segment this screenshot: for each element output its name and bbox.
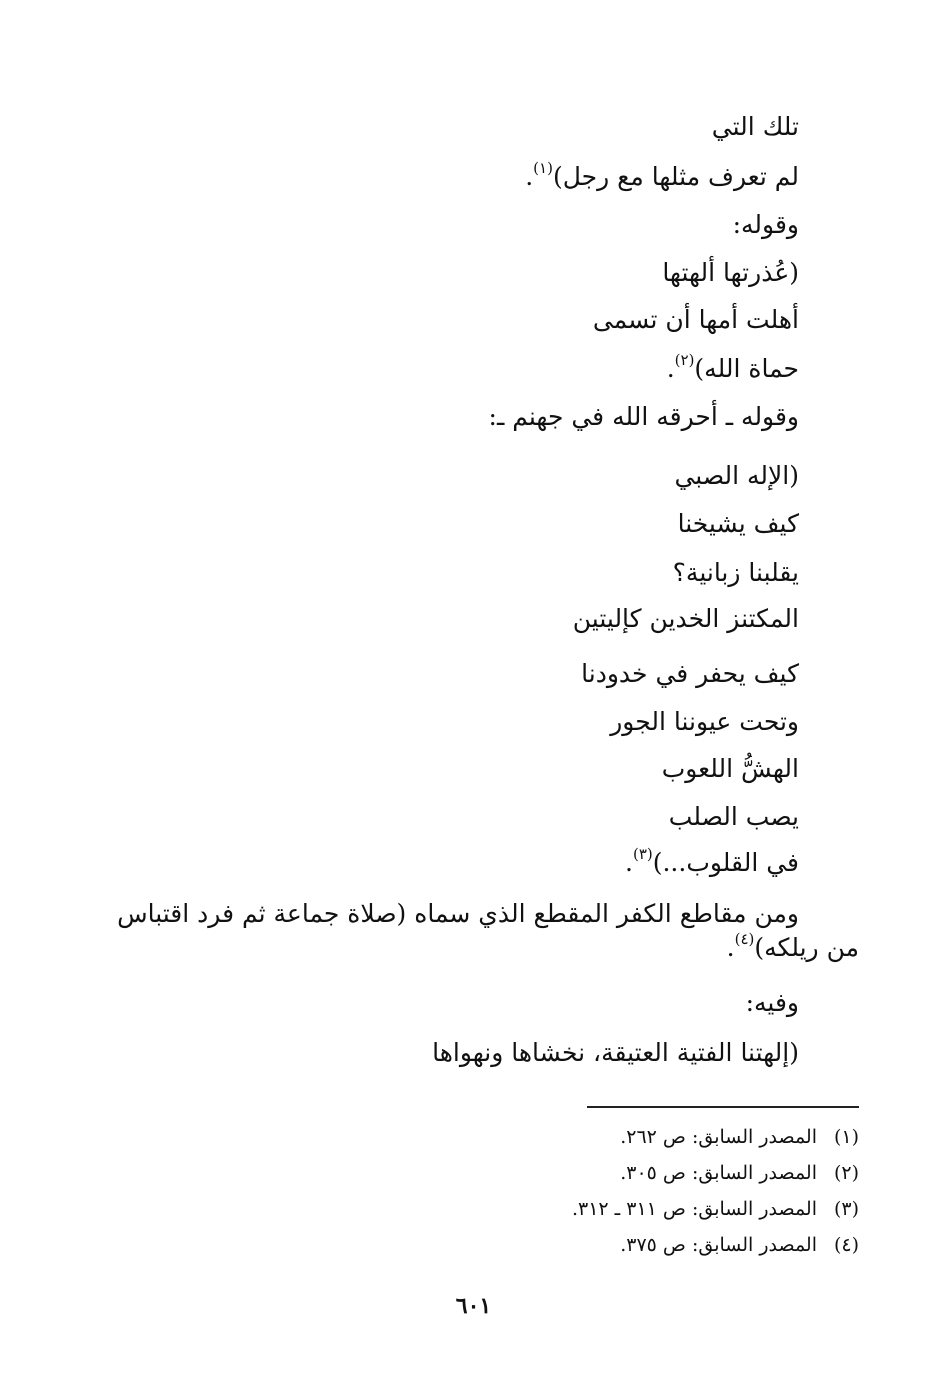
verse-line: يقلبنا زبانية؟ <box>672 558 799 587</box>
footnote-text: المصدر السابق: ص ٣٧٥. <box>620 1234 817 1256</box>
footnote <box>572 1196 859 1222</box>
verse-line: لم تعرف مثلها مع رجل)$^{(١)}$. <box>525 159 799 191</box>
footnote <box>620 1160 859 1186</box>
footnote-ref: (٣) <box>632 845 653 863</box>
page-number: ٦٠١ <box>455 1293 492 1319</box>
text-line: وقوله: <box>732 210 799 239</box>
text-line: وفيه: <box>745 988 799 1017</box>
verse-line: الهشُّ اللعوب <box>661 754 799 783</box>
verse-line: يصب الصلب <box>668 802 799 831</box>
footnote-text: المصدر السابق: ص ٣١١ ـ ٣١٢. <box>571 1198 817 1220</box>
footnote-ref: (٤) <box>734 930 755 948</box>
footnote <box>620 1232 859 1258</box>
footnote-number: (٤) <box>833 1234 859 1256</box>
paragraph-line: ومن مقاطع الكفر المقطع الذي سماه (صلاة جماعة ثم فرد اقتباس <box>117 899 799 928</box>
verse-line: المكتنز الخدين كإليتين <box>572 604 799 633</box>
footnote-number: (٣) <box>833 1198 859 1220</box>
verse-line: أهلت أمها أن تسمى <box>592 305 799 334</box>
footnote-divider <box>587 1106 859 1108</box>
footnote-number: (١) <box>833 1126 859 1148</box>
verse-line: (الإله الصبي <box>674 461 799 490</box>
verse-line: كيف يحفر في خدودنا <box>581 659 799 688</box>
verse-line: كيف يشيخنا <box>677 509 799 538</box>
footnote-text: المصدر السابق: ص ٢٦٢. <box>620 1126 817 1148</box>
footnote <box>620 1124 859 1150</box>
prose-paragraph <box>108 897 859 965</box>
verse-line: تلك التي <box>711 112 799 141</box>
footnote-number: (٢) <box>833 1162 859 1184</box>
paragraph-line: من ريلكه)$^{(٤)}$. <box>726 930 859 962</box>
verse-line: (إلهتنا الفتية العتيقة، نخشاها ونهواها <box>432 1038 799 1067</box>
verse-line: وتحت عيوننا الجور <box>610 707 799 736</box>
verse-line: في القلوب...)$^{(٣)}$. <box>625 845 799 877</box>
footnote-text: المصدر السابق: ص ٣٠٥. <box>620 1162 817 1184</box>
footnote-ref: (١) <box>533 159 553 177</box>
footnote-ref: (٢) <box>674 351 695 369</box>
text-line: وقوله ـ أحرقه الله في جهنم ـ: <box>488 402 799 431</box>
verse-line: حماة الله)$^{(٢)}$. <box>666 351 799 383</box>
verse-line: (عُذرتها ألهتها <box>662 258 799 287</box>
